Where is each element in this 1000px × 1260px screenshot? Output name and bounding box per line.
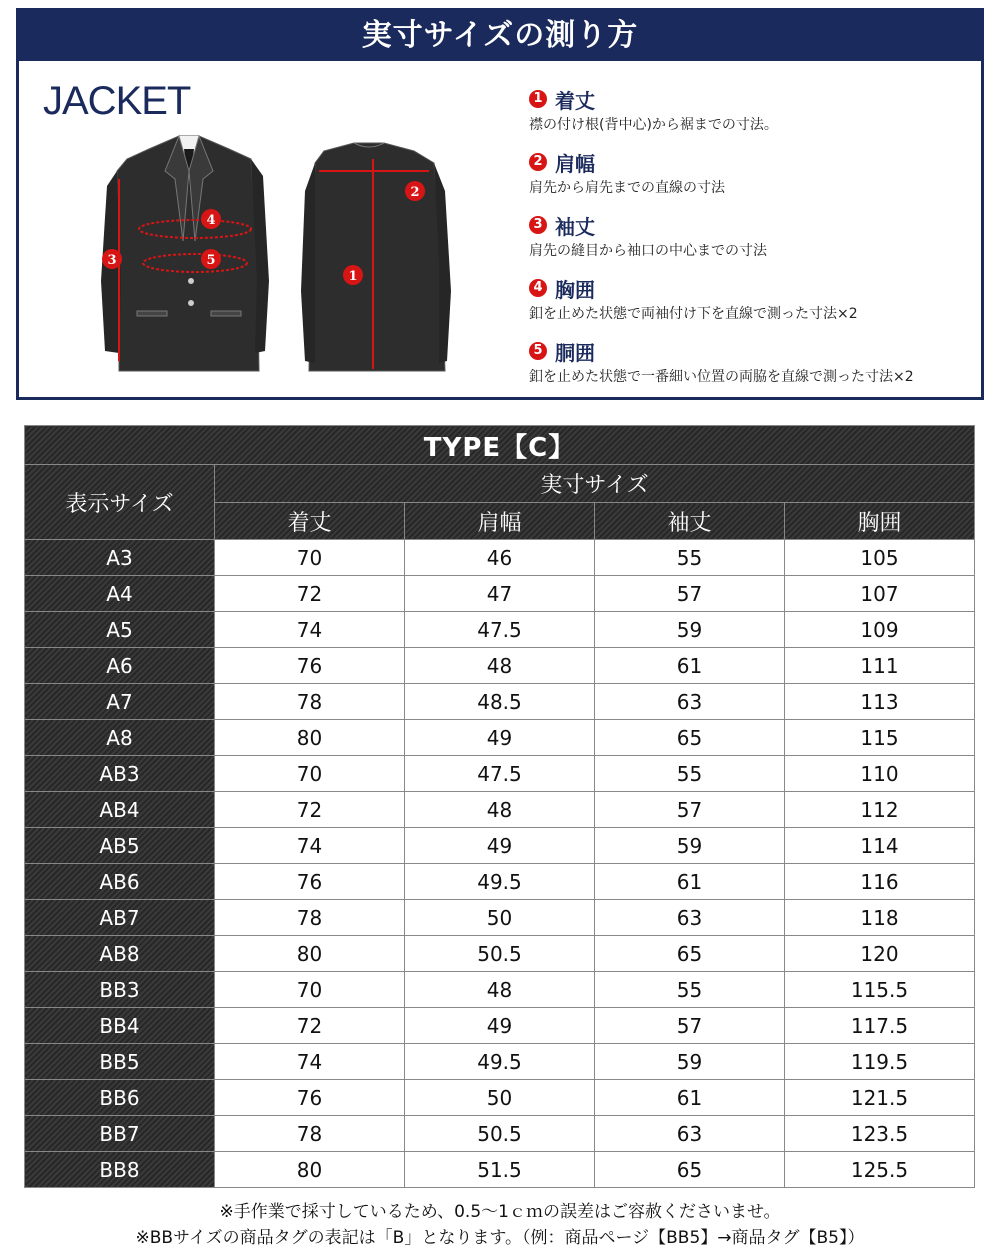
svg-text:3: 3 <box>107 253 117 268</box>
size-cell: A3 <box>25 540 215 576</box>
value-cell: 72 <box>215 792 405 828</box>
value-cell: 51.5 <box>405 1152 595 1188</box>
size-cell: BB3 <box>25 972 215 1008</box>
footnotes <box>0 1199 1000 1251</box>
table-row <box>25 900 975 936</box>
value-cell: 48.5 <box>405 684 595 720</box>
definition-length <box>529 85 969 148</box>
value-cell: 80 <box>215 936 405 972</box>
size-cell: AB5 <box>25 828 215 864</box>
value-cell: 116 <box>785 864 975 900</box>
value-cell: 74 <box>215 1044 405 1080</box>
type-label: TYPE【C】 <box>25 426 975 465</box>
definition-waist <box>529 337 969 400</box>
size-cell: AB6 <box>25 864 215 900</box>
jacket-illustration <box>79 131 479 381</box>
value-cell: 123.5 <box>785 1116 975 1152</box>
table-row <box>25 864 975 900</box>
jacket-label: JACKET <box>43 79 191 123</box>
value-cell: 74 <box>215 828 405 864</box>
value-cell: 120 <box>785 936 975 972</box>
value-cell: 76 <box>215 1080 405 1116</box>
value-cell: 59 <box>595 612 785 648</box>
definition-shoulder <box>529 148 969 211</box>
table-row <box>25 720 975 756</box>
value-cell: 105 <box>785 540 975 576</box>
size-cell: BB5 <box>25 1044 215 1080</box>
value-cell: 61 <box>595 648 785 684</box>
size-cell: A5 <box>25 612 215 648</box>
table-row <box>25 648 975 684</box>
value-cell: 65 <box>595 936 785 972</box>
marker-3 <box>102 249 122 269</box>
value-cell: 114 <box>785 828 975 864</box>
value-cell: 111 <box>785 648 975 684</box>
value-cell: 78 <box>215 900 405 936</box>
jacket-back-image <box>301 143 451 371</box>
value-cell: 59 <box>595 1044 785 1080</box>
marker-5 <box>201 249 221 269</box>
value-cell: 47.5 <box>405 756 595 792</box>
value-cell: 113 <box>785 684 975 720</box>
svg-text:1: 1 <box>348 269 358 284</box>
value-cell: 49.5 <box>405 1044 595 1080</box>
definition-description: 肩先の縫目から袖口の中心までの寸法 <box>529 243 767 259</box>
definition-sleeve <box>529 211 969 274</box>
svg-text:4: 4 <box>206 213 216 228</box>
actual-size-header: 実寸サイズ <box>215 465 975 503</box>
value-cell: 55 <box>595 972 785 1008</box>
value-cell: 47 <box>405 576 595 612</box>
value-cell: 48 <box>405 972 595 1008</box>
value-cell: 78 <box>215 684 405 720</box>
table-row <box>25 1116 975 1152</box>
definition-description: 襟の付け根(背中心)から裾までの寸法。 <box>529 117 778 133</box>
value-cell: 107 <box>785 576 975 612</box>
value-cell: 76 <box>215 648 405 684</box>
size-cell: A8 <box>25 720 215 756</box>
size-table <box>24 425 975 1188</box>
column-header: 胸囲 <box>785 503 975 540</box>
size-cell: A6 <box>25 648 215 684</box>
value-cell: 70 <box>215 756 405 792</box>
definition-title: 着丈 <box>555 88 595 113</box>
definition-title: 肩幅 <box>555 151 595 176</box>
column-header: 肩幅 <box>405 503 595 540</box>
number-badge: 1 <box>529 90 547 108</box>
size-cell: AB8 <box>25 936 215 972</box>
size-cell: BB6 <box>25 1080 215 1116</box>
value-cell: 72 <box>215 1008 405 1044</box>
value-cell: 63 <box>595 684 785 720</box>
value-cell: 76 <box>215 864 405 900</box>
value-cell: 46 <box>405 540 595 576</box>
table-row <box>25 828 975 864</box>
value-cell: 50 <box>405 1080 595 1116</box>
table-row <box>25 540 975 576</box>
marker-1 <box>343 265 363 285</box>
table-row <box>25 576 975 612</box>
size-cell: A7 <box>25 684 215 720</box>
value-cell: 74 <box>215 612 405 648</box>
number-badge: 5 <box>529 342 547 360</box>
svg-text:2: 2 <box>410 185 420 200</box>
value-cell: 50.5 <box>405 936 595 972</box>
table-row <box>25 792 975 828</box>
table-row <box>25 612 975 648</box>
value-cell: 63 <box>595 1116 785 1152</box>
table-row <box>25 1008 975 1044</box>
value-cell: 47.5 <box>405 612 595 648</box>
value-cell: 57 <box>595 792 785 828</box>
guide-title: 実寸サイズの測り方 <box>19 11 981 61</box>
value-cell: 72 <box>215 576 405 612</box>
value-cell: 115.5 <box>785 972 975 1008</box>
measurement-guide-panel <box>16 8 984 400</box>
value-cell: 55 <box>595 756 785 792</box>
table-row <box>25 756 975 792</box>
value-cell: 125.5 <box>785 1152 975 1188</box>
definition-description: 肩先から肩先までの直線の寸法 <box>529 180 725 196</box>
number-badge: 3 <box>529 216 547 234</box>
table-row <box>25 936 975 972</box>
column-header: 袖丈 <box>595 503 785 540</box>
value-cell: 109 <box>785 612 975 648</box>
table-row <box>25 1080 975 1116</box>
number-badge: 2 <box>529 153 547 171</box>
table-row <box>25 1044 975 1080</box>
size-table-body <box>25 540 975 1188</box>
value-cell: 115 <box>785 720 975 756</box>
value-cell: 57 <box>595 576 785 612</box>
value-cell: 80 <box>215 720 405 756</box>
footnote-bb-tag: ※BBサイズの商品タグの表記は「B」となります。（例：商品ページ【BB5】→商品タグ【B5】） <box>135 1228 865 1248</box>
value-cell: 49.5 <box>405 864 595 900</box>
table-row <box>25 684 975 720</box>
column-header: 着丈 <box>215 503 405 540</box>
definition-description: 釦を止めた状態で一番細い位置の両脇を直線で測った寸法×2 <box>529 369 914 385</box>
size-cell: BB8 <box>25 1152 215 1188</box>
size-column-header: 表示サイズ <box>25 465 215 540</box>
value-cell: 59 <box>595 828 785 864</box>
value-cell: 48 <box>405 792 595 828</box>
value-cell: 57 <box>595 1008 785 1044</box>
size-table-container <box>24 425 975 1188</box>
size-cell: AB3 <box>25 756 215 792</box>
definition-description: 釦を止めた状態で両袖付け下を直線で測った寸法×2 <box>529 306 858 322</box>
value-cell: 49 <box>405 720 595 756</box>
value-cell: 78 <box>215 1116 405 1152</box>
table-row <box>25 972 975 1008</box>
size-cell: AB7 <box>25 900 215 936</box>
size-cell: BB7 <box>25 1116 215 1152</box>
marker-4 <box>201 209 221 229</box>
value-cell: 121.5 <box>785 1080 975 1116</box>
footnote-tolerance: ※手作業で採寸しているため、0.5～1ｃｍの誤差はご容赦くださいませ。 <box>219 1202 781 1222</box>
svg-text:5: 5 <box>206 253 216 268</box>
value-cell: 65 <box>595 720 785 756</box>
measurement-definitions <box>529 85 969 400</box>
definition-title: 袖丈 <box>555 214 595 239</box>
value-cell: 55 <box>595 540 785 576</box>
size-cell: A4 <box>25 576 215 612</box>
value-cell: 65 <box>595 1152 785 1188</box>
value-cell: 119.5 <box>785 1044 975 1080</box>
number-badge: 4 <box>529 279 547 297</box>
value-cell: 70 <box>215 540 405 576</box>
definition-title: 胴囲 <box>555 340 595 365</box>
value-cell: 50.5 <box>405 1116 595 1152</box>
value-cell: 118 <box>785 900 975 936</box>
value-cell: 117.5 <box>785 1008 975 1044</box>
value-cell: 61 <box>595 864 785 900</box>
value-cell: 70 <box>215 972 405 1008</box>
definition-title: 胸囲 <box>555 277 595 302</box>
value-cell: 112 <box>785 792 975 828</box>
value-cell: 48 <box>405 648 595 684</box>
value-cell: 49 <box>405 1008 595 1044</box>
value-cell: 80 <box>215 1152 405 1188</box>
definition-chest <box>529 274 969 337</box>
value-cell: 110 <box>785 756 975 792</box>
size-cell: AB4 <box>25 792 215 828</box>
size-cell: BB4 <box>25 1008 215 1044</box>
table-row <box>25 1152 975 1188</box>
value-cell: 50 <box>405 900 595 936</box>
value-cell: 61 <box>595 1080 785 1116</box>
value-cell: 49 <box>405 828 595 864</box>
value-cell: 63 <box>595 900 785 936</box>
marker-2 <box>405 181 425 201</box>
